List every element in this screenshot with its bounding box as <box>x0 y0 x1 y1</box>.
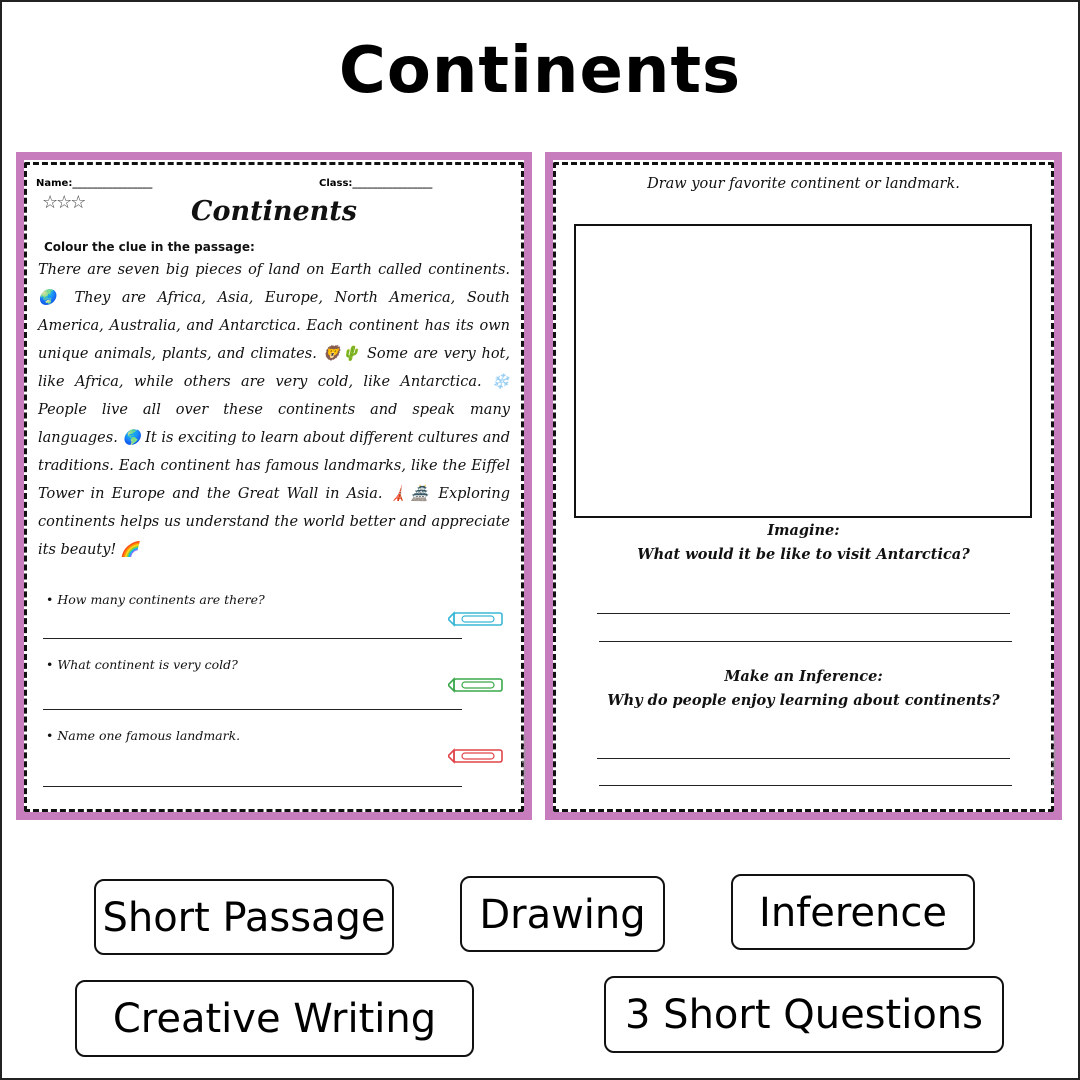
drawing-box[interactable] <box>574 224 1032 518</box>
imagine-answer-line-1[interactable] <box>597 613 1010 614</box>
question-3-text: Name one famous landmark. <box>57 728 241 743</box>
question-3: • Name one famous landmark. <box>46 728 241 743</box>
worksheet-preview <box>16 152 532 820</box>
tag-inference: Inference <box>731 874 975 950</box>
watermark: © PrintableBazaar.com <box>522 734 528 792</box>
imagine-question: What would it be like to visit Antarctica? <box>637 546 970 563</box>
question-1-text: How many continents are there? <box>57 592 265 607</box>
reading-passage: There are seven big pieces of land on Earth called continents. 🌏 They are Africa, Asia, Europe, North America, South America, Australia, and Antarctica. Each continent has its own unique animals, plants, and climates. 🦁🌵 Some are very hot, like Africa, while others are very cold, like Antarctica. ❄️ People live all over these continents and speak many languages. 🌎 It is exciting to learn about different cultures and traditions. Each continent has famous landmarks, like the Eiffel Tower in Europe and the Great Wall in Asia. 🗼🏯 Exploring continents helps us understand the world better and appreciate its beauty! 🌈 <box>38 262 510 558</box>
inference-answer-line-1[interactable] <box>597 758 1010 759</box>
page-title: Continents <box>338 34 742 108</box>
crayon-icon-red <box>448 748 508 764</box>
class-field-label: Class:________________ <box>319 178 433 189</box>
tag-short-passage: Short Passage <box>94 879 394 955</box>
rating-stars: ☆☆☆ <box>42 192 85 213</box>
draw-prompt: Draw your favorite continent or landmark. <box>647 176 960 192</box>
tag-3-short-questions: 3 Short Questions <box>604 976 1004 1053</box>
answer-line-1[interactable] <box>43 638 462 639</box>
inference-label: Make an Inference: <box>724 668 883 685</box>
question-1: • How many continents are there? <box>46 592 265 607</box>
question-2-text: What continent is very cold? <box>57 657 238 672</box>
instruction-text: Colour the clue in the passage: <box>44 240 255 254</box>
answer-line-2[interactable] <box>43 709 462 710</box>
inference-answer-line-2[interactable] <box>599 785 1012 786</box>
tag-drawing: Drawing <box>460 876 665 952</box>
watermark: © PrintableBazaar.com <box>1052 734 1058 792</box>
crayon-icon-green <box>448 677 508 693</box>
name-field-label: Name:________________ <box>36 178 153 189</box>
question-2: • What continent is very cold? <box>46 657 238 672</box>
worksheet-title: Continents <box>191 196 357 227</box>
imagine-label: Imagine: <box>767 522 840 539</box>
activity-page-preview <box>545 152 1062 820</box>
tag-creative-writing: Creative Writing <box>75 980 474 1057</box>
crayon-icon-blue <box>448 611 508 627</box>
inference-question: Why do people enjoy learning about continents? <box>607 692 1000 709</box>
answer-line-3[interactable] <box>43 786 462 787</box>
imagine-answer-line-2[interactable] <box>599 641 1012 642</box>
